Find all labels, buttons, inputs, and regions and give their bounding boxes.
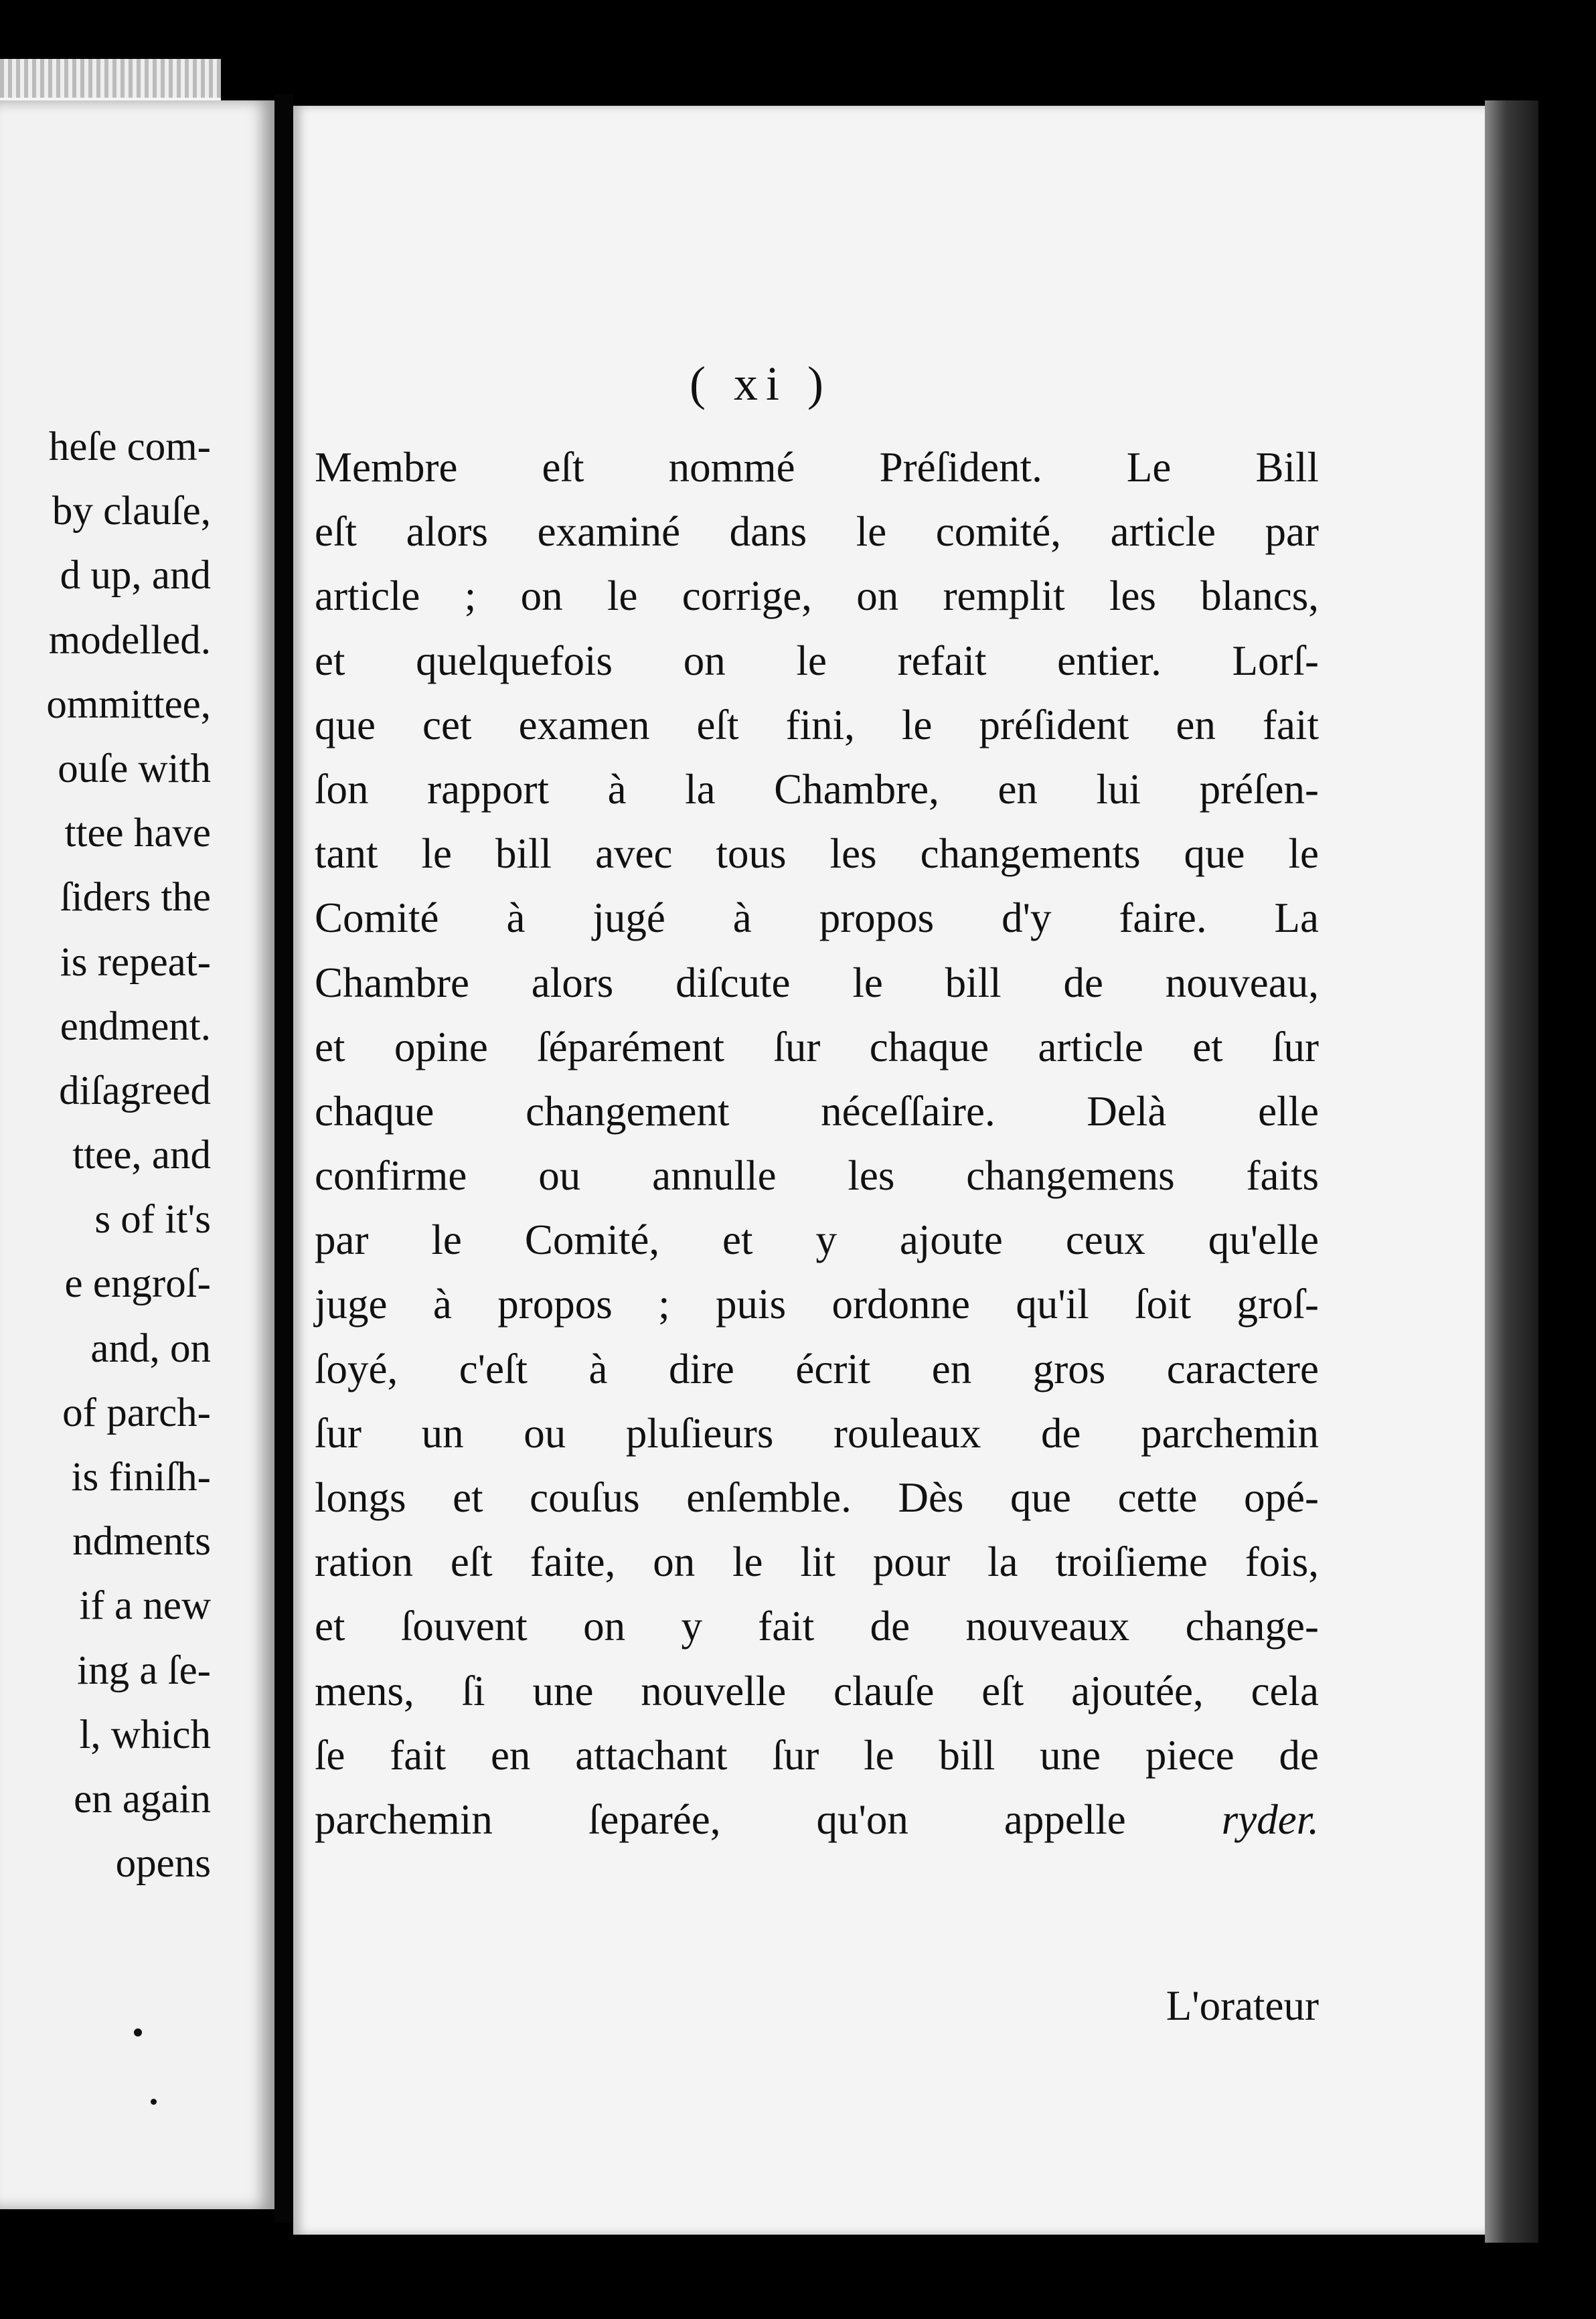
facing-line: is finiſh-: [71, 1455, 211, 1500]
text-line: ſon rapport à la Chambre, en lui préſen-: [315, 765, 1319, 813]
facing-line: of parch-: [62, 1390, 211, 1435]
text-line-final: [315, 1787, 1319, 1852]
facing-line: ing a ſe-: [77, 1648, 211, 1693]
facing-page: [0, 100, 274, 2209]
text-line: confirme ou annulle les changemens faits: [315, 1152, 1319, 1200]
text-line: ſe fait en attachant ſur le bill une piece de: [315, 1731, 1319, 1779]
facing-line: endment.: [60, 1004, 211, 1049]
text-line: que cet examen eſt fini, le préſident en fait: [315, 701, 1319, 748]
facing-line: modelled.: [48, 617, 211, 663]
page-body: [315, 435, 1319, 2029]
facing-page-text: [46, 415, 211, 1896]
italic-term: ryder.: [1221, 1795, 1319, 1843]
text-line: par le Comité, et y ajoute ceux qu'elle: [315, 1216, 1319, 1264]
text-line: ſur un ou pluſieurs rouleaux de parchemin: [315, 1409, 1319, 1457]
final-line-text: parchemin ſeparée, qu'on appelle: [315, 1795, 1222, 1843]
facing-line: ommittee,: [46, 682, 211, 727]
text-line: chaque changement néceſſaire. Delà elle: [315, 1087, 1319, 1135]
binding-strip: [0, 59, 221, 102]
facing-line: en again: [74, 1776, 211, 1822]
catchword: L'orateur: [1166, 1982, 1319, 2029]
text-line: eſt alors examiné dans le comité, article par: [315, 508, 1319, 556]
facing-line: if a new: [79, 1583, 211, 1629]
facing-line: ttee, and: [72, 1133, 211, 1178]
text-line: Comité à jugé à propos d'y faire. La: [315, 894, 1319, 942]
ink-speck: [151, 2099, 157, 2105]
text-line: juge à propos ; puis ordonne qu'il ſoit groſ-: [315, 1281, 1319, 1328]
facing-line: is repeat-: [60, 939, 211, 985]
facing-line: opens: [115, 1841, 211, 1887]
facing-line: heſe com-: [48, 424, 211, 469]
facing-line: l, which: [79, 1712, 211, 1757]
facing-line: d up, and: [60, 553, 211, 598]
text-line: et quelquefois on le refait entier. Lorſ-: [315, 637, 1319, 684]
facing-line: e engroſ-: [64, 1261, 211, 1307]
facing-line: ouſe with: [58, 746, 211, 791]
text-line: longs et couſus enſemble. Dès que cette opé-: [315, 1474, 1319, 1521]
text-line: et ſouvent on y fait de nouveaux change-: [315, 1603, 1319, 1650]
text-line: ſoyé, c'eſt à dire écrit en gros caractere: [315, 1345, 1319, 1392]
facing-line: ttee have: [64, 811, 211, 856]
text-line: mens, ſi une nouvelle clauſe eſt ajoutée, cela: [315, 1667, 1319, 1714]
ink-speck: [134, 2028, 142, 2036]
text-line: article ; on le corrige, on remplit les blancs,: [315, 572, 1319, 620]
facing-line: by clauſe,: [52, 489, 211, 534]
text-line: et opine ſéparément ſur chaque article et ſur: [315, 1023, 1319, 1070]
facing-line: ſiders the: [60, 875, 211, 921]
page-number: ( xi ): [690, 357, 831, 410]
page-fore-edge: [1485, 100, 1538, 2243]
text-line: ration eſt faite, on le lit pour la troiſieme fois,: [315, 1538, 1319, 1586]
facing-line: diſagreed: [59, 1068, 211, 1113]
page-gutter: [274, 94, 293, 2223]
facing-line: and, on: [90, 1326, 211, 1371]
facing-line: s of it's: [94, 1197, 211, 1243]
text-line: tant le bill avec tous les changements que le: [315, 830, 1319, 878]
text-line: Chambre alors diſcute le bill de nouveau,: [315, 959, 1319, 1006]
facing-line: ndments: [72, 1519, 211, 1565]
text-line: Membre eſt nommé Préſident. Le Bill: [315, 444, 1319, 491]
